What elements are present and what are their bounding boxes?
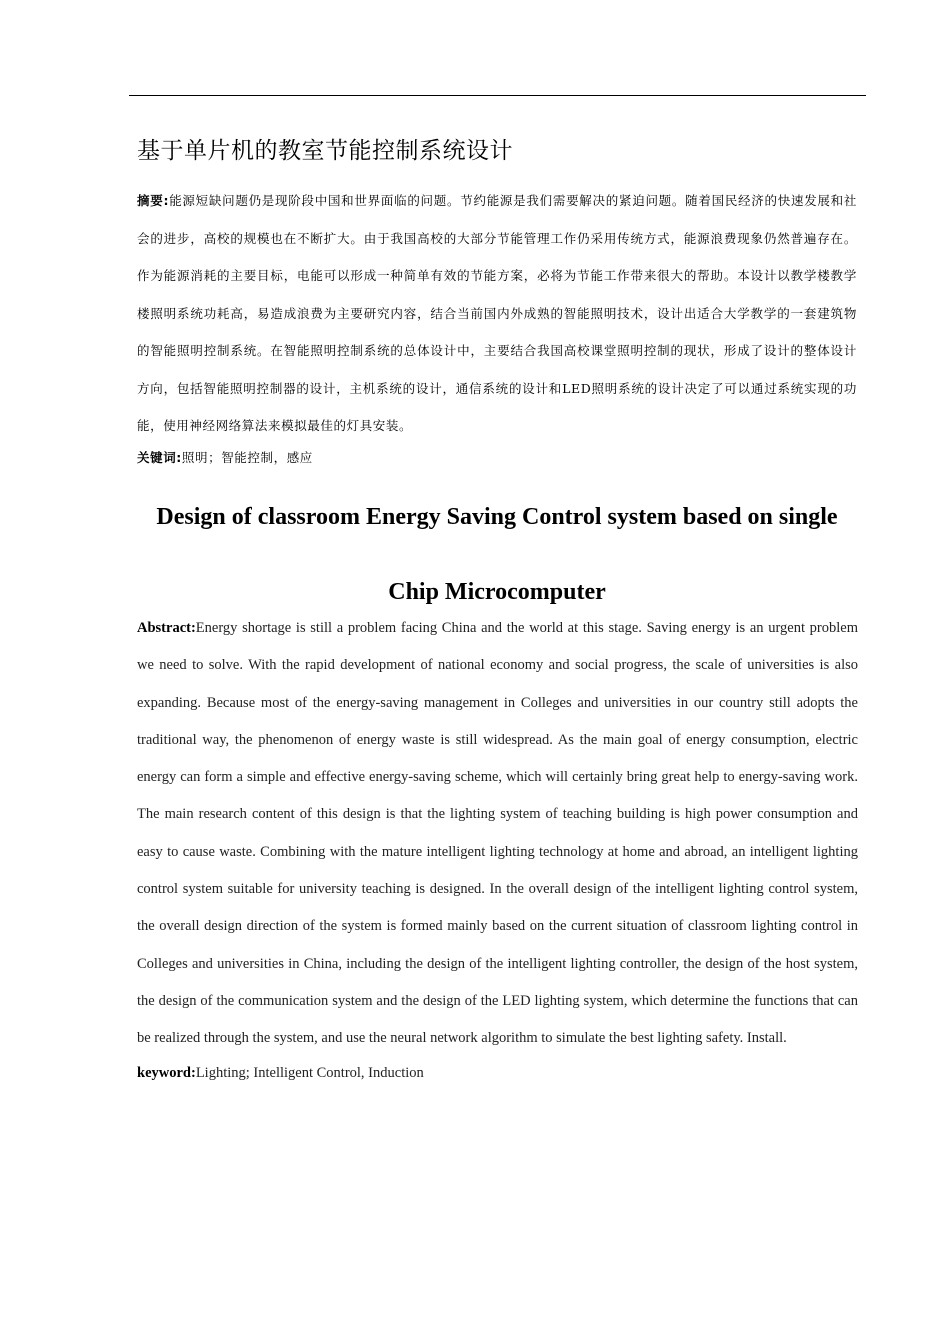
english-keywords-label: keyword: — [137, 1065, 196, 1081]
chinese-abstract — [137, 182, 857, 445]
english-abstract — [137, 610, 858, 1058]
chinese-title: 基于单片机的教室节能控制系统设计 — [137, 138, 513, 164]
english-keywords — [137, 1057, 857, 1089]
chinese-keywords — [137, 442, 857, 474]
english-title: Design of classroom Energy Saving Control system based on single Chip Microcomputer — [156, 504, 838, 605]
chinese-keywords-text: 照明；智能控制，感应 — [181, 450, 313, 465]
chinese-abstract-text: 能源短缺问题仍是现阶段中国和世界面临的问题。节约能源是我们需要解决的紧迫问题。随着国民经济的快速发展和社会的进步，高校的规模也在不断扩大。由于我国高校的大部分节能管理工作仍采用传统方式，能源浪费现象仍然普遍存在。作为能源消耗的主要目标，电能可以形成一种简单有效的节能方案，必将为节能工作带来很大的帮助。本设计以教学楼教学楼照明系统功耗高，易造成浪费为主要研究内容，结合当前国内外成熟的智能照明技术，设计出适合大学教学的一套建筑物的智能照明控制系统。在智能照明控制系统的总体设计中，主要结合我国高校课堂照明控制的现状，形成了设计的整体设计方向，包括智能照明控制器的设计，主机系统的设计，通信系统的设计和LED照明系统的设计决定了可以通过系统实现的功能，使用神经网络算法来模拟最佳的灯具安装。 — [137, 193, 857, 433]
english-keywords-text: Lighting; Intelligent Control, Induction — [195, 1065, 424, 1081]
english-abstract-text: Energy shortage is still a problem facing China and the world at this stage. Saving energy is an urgent problem we need to solve. With the rapid development of national economy and social progress, the scale of universities is also expanding. Because most of the energy-saving management in Colleges and universities in our country still adopts the traditional way, the phenomenon of energy waste is still widespread. As the main goal of energy consumption, electric energy can form a simple and effective energy-saving scheme, which will certainly bring great help to energy-saving work. The main research content of this design is that the lighting system of teaching building is high power consumption and easy to cause waste. Combining with the mature intelligent lighting technology at home and abroad, an intelligent lighting control system suitable for university teaching is designed. In the overall design of the intelligent lighting control system, the overall design direction of the system is formed mainly based on the current situation of classroom lighting control in Colleges and universities in China, including the design of the intelligent lighting controller, the design of the host system, the design of the communication system and the design of the LED lighting system, which determine the functions that can be realized through the system, and use the neural network algorithm to simulate the best lighting safety. Install. — [137, 620, 858, 1047]
english-abstract-label: Abstract: — [137, 620, 196, 636]
chinese-abstract-label: 摘要: — [137, 193, 170, 208]
chinese-keywords-label: 关键词: — [137, 450, 182, 465]
header-rule — [129, 95, 866, 96]
